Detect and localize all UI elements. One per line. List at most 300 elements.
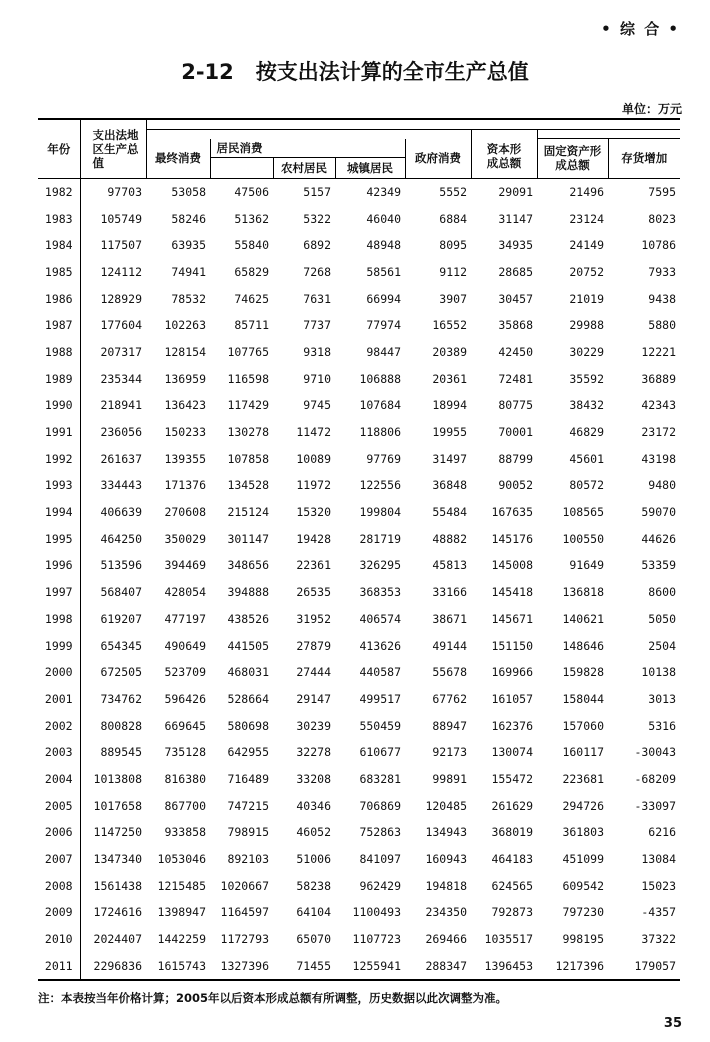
value-cell: 159828 (562, 665, 604, 680)
value-cell: 97769 (366, 451, 401, 466)
value-cell: 145176 (491, 531, 533, 546)
value-cell: 16552 (432, 318, 467, 333)
value-cell: 29091 (498, 184, 533, 199)
value-cell: 797230 (562, 905, 604, 920)
year-cell: 2004 (44, 771, 73, 786)
value-cell: 130278 (227, 425, 269, 440)
value-cell: 36848 (432, 478, 467, 493)
value-cell: 120485 (425, 798, 467, 813)
value-cell: 301147 (227, 531, 269, 546)
value-cell: 610677 (359, 745, 401, 760)
year-cell: 2011 (44, 958, 73, 973)
year-cell: 2001 (44, 691, 73, 706)
value-cell: 34935 (498, 238, 533, 253)
table-row (38, 525, 680, 552)
value-cell: 326295 (359, 558, 401, 573)
year-cell: 2007 (44, 852, 73, 867)
value-cell: 8095 (439, 238, 467, 253)
unit-label: 单位：万元 (621, 102, 682, 116)
value-cell: 71455 (296, 958, 331, 973)
value-cell: 800828 (80, 712, 146, 739)
value-cell: 361803 (562, 825, 604, 840)
header-rural: 农村居民 (273, 157, 335, 178)
table-row (38, 659, 680, 686)
year-cell: 2010 (44, 932, 73, 947)
value-cell: 933858 (164, 825, 206, 840)
page-number: 35 (663, 1016, 682, 1031)
value-cell: 1100493 (352, 905, 401, 920)
value-cell: 194818 (425, 878, 467, 893)
value-cell: 5050 (648, 611, 676, 626)
year-cell: 1991 (44, 425, 73, 440)
value-cell: 15023 (641, 878, 676, 893)
value-cell: 867700 (164, 798, 206, 813)
value-cell: 7268 (303, 264, 331, 279)
value-cell: 128929 (80, 285, 146, 312)
value-cell: 78532 (171, 291, 206, 306)
value-cell: 464250 (80, 525, 146, 552)
value-cell: 5157 (303, 184, 331, 199)
year-cell: 1993 (44, 478, 73, 493)
table-row (38, 686, 680, 713)
value-cell: 58561 (366, 264, 401, 279)
value-cell: 207317 (80, 339, 146, 366)
value-cell: 155472 (491, 771, 533, 786)
table-row (38, 419, 680, 446)
year-cell: 1985 (44, 264, 73, 279)
value-cell: 747215 (227, 798, 269, 813)
value-cell: 66994 (366, 291, 401, 306)
value-cell: 36889 (641, 371, 676, 386)
value-cell: 90052 (498, 478, 533, 493)
value-cell: 269466 (425, 932, 467, 947)
year-cell: 1998 (44, 611, 73, 626)
year-cell: 2000 (44, 665, 73, 680)
value-cell: 48948 (366, 238, 401, 253)
value-cell: 88947 (432, 718, 467, 733)
year-cell: 1994 (44, 505, 73, 520)
value-cell: 108565 (562, 505, 604, 520)
value-cell: 1013808 (80, 766, 146, 793)
value-cell: 107765 (227, 344, 269, 359)
value-cell: 21019 (569, 291, 604, 306)
value-cell: 26535 (296, 585, 331, 600)
value-cell: 46829 (569, 425, 604, 440)
value-cell: 1561438 (80, 872, 146, 899)
value-cell: 1347340 (80, 846, 146, 873)
value-cell: 428054 (164, 585, 206, 600)
value-cell: 70001 (498, 425, 533, 440)
value-cell: 134528 (227, 478, 269, 493)
header-final-consumption: 最终消费 (146, 139, 210, 179)
value-cell: 528664 (227, 691, 269, 706)
value-cell: 6884 (439, 211, 467, 226)
value-cell: 734762 (80, 686, 146, 713)
value-cell: 7737 (303, 318, 331, 333)
value-cell: 2504 (648, 638, 676, 653)
value-cell: 169966 (491, 665, 533, 680)
table-row (38, 739, 680, 766)
value-cell: 35592 (569, 371, 604, 386)
value-cell: 117507 (80, 232, 146, 259)
value-cell: 1172793 (220, 932, 269, 947)
year-cell: 1992 (44, 451, 73, 466)
value-cell: 7933 (648, 264, 676, 279)
value-cell: -68209 (634, 771, 676, 786)
value-cell: 67762 (432, 691, 467, 706)
value-cell: 1255941 (352, 958, 401, 973)
value-cell: 1724616 (80, 899, 146, 926)
value-cell: 136818 (562, 585, 604, 600)
value-cell: 841097 (359, 852, 401, 867)
table-number: 2-12 (181, 60, 234, 84)
value-cell: 348656 (227, 558, 269, 573)
value-cell: 33208 (296, 771, 331, 786)
table-row (38, 632, 680, 659)
value-cell: 1020667 (220, 878, 269, 893)
value-cell: 53359 (641, 558, 676, 573)
value-cell: 889545 (80, 739, 146, 766)
value-cell: 2296836 (80, 952, 146, 980)
table-row (38, 232, 680, 259)
value-cell: 5880 (648, 318, 676, 333)
value-cell: 609542 (562, 878, 604, 893)
value-cell: 5322 (303, 211, 331, 226)
value-cell: 413626 (359, 638, 401, 653)
value-cell: -30043 (634, 745, 676, 760)
footnote: 注：本表按当年价格计算；2005年以后资本形成总额有所调整，历史数据以此次调整为准。 (38, 991, 508, 1005)
value-cell: 145671 (491, 611, 533, 626)
value-cell: 1147250 (80, 819, 146, 846)
table-row (38, 819, 680, 846)
value-cell: 45813 (432, 558, 467, 573)
table-row (38, 952, 680, 980)
value-cell: 2024407 (80, 926, 146, 953)
value-cell: 162376 (491, 718, 533, 733)
value-cell: 107858 (227, 451, 269, 466)
value-cell: 1164597 (220, 905, 269, 920)
value-cell: 145008 (491, 558, 533, 573)
value-cell: 12221 (641, 344, 676, 359)
value-cell: 42343 (641, 398, 676, 413)
value-cell: 122556 (359, 478, 401, 493)
value-cell: 261629 (491, 798, 533, 813)
value-cell: 792873 (491, 905, 533, 920)
value-cell: 136959 (164, 371, 206, 386)
value-cell: 140621 (562, 611, 604, 626)
year-cell: 2006 (44, 825, 73, 840)
value-cell: 160943 (425, 852, 467, 867)
value-cell: 46040 (366, 211, 401, 226)
value-cell: 816380 (164, 771, 206, 786)
value-cell: 80775 (498, 398, 533, 413)
year-cell: 2002 (44, 718, 73, 733)
table-row (38, 712, 680, 739)
value-cell: 468031 (227, 665, 269, 680)
value-cell: 55678 (432, 665, 467, 680)
value-cell: 1442259 (157, 932, 206, 947)
value-cell: 158044 (562, 691, 604, 706)
value-cell: 9745 (303, 398, 331, 413)
value-cell: 91649 (569, 558, 604, 573)
value-cell: 80572 (569, 478, 604, 493)
value-cell: 58238 (296, 878, 331, 893)
value-cell: 49144 (432, 638, 467, 653)
value-cell: 148646 (562, 638, 604, 653)
value-cell: 9480 (648, 478, 676, 493)
value-cell: 624565 (491, 878, 533, 893)
value-cell: 1035517 (484, 932, 533, 947)
value-cell: 513596 (80, 552, 146, 579)
value-cell: 64104 (296, 905, 331, 920)
value-cell: 235344 (80, 365, 146, 392)
value-cell: 30457 (498, 291, 533, 306)
year-cell: 1996 (44, 558, 73, 573)
table-row (38, 899, 680, 926)
table-row (38, 472, 680, 499)
value-cell: 13084 (641, 852, 676, 867)
value-cell: 98447 (366, 344, 401, 359)
value-cell: 8023 (648, 211, 676, 226)
value-cell: 44626 (641, 531, 676, 546)
value-cell: 48882 (432, 531, 467, 546)
value-cell: 42349 (366, 184, 401, 199)
value-cell: 9112 (439, 264, 467, 279)
value-cell: 128154 (164, 344, 206, 359)
value-cell: 9710 (303, 371, 331, 386)
table-row (38, 846, 680, 873)
value-cell: 350029 (164, 531, 206, 546)
value-cell: 30229 (569, 344, 604, 359)
value-cell: 99891 (432, 771, 467, 786)
value-cell: 798915 (227, 825, 269, 840)
value-cell: -33097 (634, 798, 676, 813)
value-cell: 23124 (569, 211, 604, 226)
value-cell: 199804 (359, 505, 401, 520)
value-cell: 1398947 (157, 905, 206, 920)
value-cell: 27444 (296, 665, 331, 680)
value-cell: 669645 (164, 718, 206, 733)
value-cell: 45601 (569, 451, 604, 466)
value-cell: 29147 (296, 691, 331, 706)
value-cell: 441505 (227, 638, 269, 653)
value-cell: 962429 (359, 878, 401, 893)
table-row (38, 392, 680, 419)
value-cell: 236056 (80, 419, 146, 446)
value-cell: 1107723 (352, 932, 401, 947)
value-cell: 568407 (80, 579, 146, 606)
value-cell: 177604 (80, 312, 146, 339)
value-cell: 523709 (164, 665, 206, 680)
value-cell: 19428 (296, 531, 331, 546)
value-cell: 40346 (296, 798, 331, 813)
table-row (38, 339, 680, 366)
value-cell: 10089 (296, 451, 331, 466)
value-cell: 15320 (296, 505, 331, 520)
value-cell: 1327396 (220, 958, 269, 973)
value-cell: 43198 (641, 451, 676, 466)
year-cell: 1995 (44, 531, 73, 546)
year-cell: 1983 (44, 211, 73, 226)
value-cell: 105749 (80, 205, 146, 232)
table-row (38, 285, 680, 312)
section-label: • 综 合 • (601, 20, 680, 38)
year-cell: 1984 (44, 238, 73, 253)
value-cell: 464183 (491, 852, 533, 867)
value-cell: 38432 (569, 398, 604, 413)
value-cell: 368019 (491, 825, 533, 840)
value-cell: 118806 (359, 425, 401, 440)
value-cell: 735128 (164, 745, 206, 760)
value-cell: 706869 (359, 798, 401, 813)
value-cell: 270608 (164, 505, 206, 520)
value-cell: 234350 (425, 905, 467, 920)
year-cell: 1989 (44, 371, 73, 386)
value-cell: 28685 (498, 264, 533, 279)
value-cell: 672505 (80, 659, 146, 686)
value-cell: 167635 (491, 505, 533, 520)
value-cell: 92173 (432, 745, 467, 760)
value-cell: 394888 (227, 585, 269, 600)
header-inventory: 存货增加 (608, 139, 680, 179)
value-cell: 161057 (491, 691, 533, 706)
header-government: 政府消费 (405, 139, 471, 179)
year-cell: 1986 (44, 291, 73, 306)
value-cell: 752863 (359, 825, 401, 840)
value-cell: 77974 (366, 318, 401, 333)
year-cell: 2009 (44, 905, 73, 920)
value-cell: 35868 (498, 318, 533, 333)
value-cell: 368353 (359, 585, 401, 600)
value-cell: 97703 (80, 178, 146, 205)
table-row (38, 579, 680, 606)
year-cell: 1999 (44, 638, 73, 653)
table-row (38, 365, 680, 392)
value-cell: 215124 (227, 505, 269, 520)
value-cell: 998195 (562, 932, 604, 947)
year-cell: 2008 (44, 878, 73, 893)
header-gdp: 支出法地区生产总值 (80, 119, 146, 178)
value-cell: 3013 (648, 691, 676, 706)
header-year: 年份 (47, 141, 71, 156)
value-cell: 406574 (359, 611, 401, 626)
value-cell: 32278 (296, 745, 331, 760)
value-cell: 451099 (562, 852, 604, 867)
value-cell: 74625 (234, 291, 269, 306)
value-cell: 51006 (296, 852, 331, 867)
value-cell: 55484 (432, 505, 467, 520)
value-cell: 892103 (227, 852, 269, 867)
value-cell: 5552 (439, 184, 467, 199)
table-row (38, 178, 680, 205)
value-cell: 550459 (359, 718, 401, 733)
value-cell: 37322 (641, 932, 676, 947)
page-title (0, 56, 710, 86)
year-cell: 1987 (44, 318, 73, 333)
value-cell: 59070 (641, 505, 676, 520)
value-cell: 134943 (425, 825, 467, 840)
value-cell: 31147 (498, 211, 533, 226)
table-row (38, 445, 680, 472)
value-cell: 65829 (234, 264, 269, 279)
value-cell: 27879 (296, 638, 331, 653)
value-cell: 3907 (439, 291, 467, 306)
value-cell: 31497 (432, 451, 467, 466)
value-cell: 1217396 (555, 958, 604, 973)
value-cell: 406639 (80, 499, 146, 526)
table-body (38, 178, 680, 980)
value-cell: 619207 (80, 606, 146, 633)
value-cell: 20752 (569, 264, 604, 279)
header-capital-formation: 资本形成总额 (471, 130, 537, 179)
value-cell: 1396453 (484, 958, 533, 973)
value-cell: 160117 (562, 745, 604, 760)
year-cell: 1988 (44, 344, 73, 359)
value-cell: 42450 (498, 344, 533, 359)
value-cell: 7595 (648, 184, 676, 199)
table-row (38, 872, 680, 899)
value-cell: 47506 (234, 184, 269, 199)
table-row (38, 792, 680, 819)
value-cell: 116598 (227, 371, 269, 386)
value-cell: 10786 (641, 238, 676, 253)
value-cell: 107684 (359, 398, 401, 413)
value-cell: 394469 (164, 558, 206, 573)
value-cell: 58246 (171, 211, 206, 226)
value-cell: 9438 (648, 291, 676, 306)
table-row (38, 606, 680, 633)
value-cell: 30239 (296, 718, 331, 733)
value-cell: 580698 (227, 718, 269, 733)
table-row (38, 312, 680, 339)
value-cell: 5316 (648, 718, 676, 733)
table-title: 按支出法计算的全市生产总值 (255, 60, 529, 84)
value-cell: -4357 (641, 905, 676, 920)
value-cell: 85711 (234, 318, 269, 333)
value-cell: 642955 (227, 745, 269, 760)
header-fixed-capital: 固定资产形成总额 (537, 139, 608, 179)
value-cell: 102263 (164, 318, 206, 333)
value-cell: 72481 (498, 371, 533, 386)
value-cell: 150233 (164, 425, 206, 440)
value-cell: 7631 (303, 291, 331, 306)
value-cell: 294726 (562, 798, 604, 813)
value-cell: 654345 (80, 632, 146, 659)
value-cell: 18994 (432, 398, 467, 413)
value-cell: 6892 (303, 238, 331, 253)
year-cell: 2003 (44, 745, 73, 760)
value-cell: 31952 (296, 611, 331, 626)
value-cell: 88799 (498, 451, 533, 466)
value-cell: 24149 (569, 238, 604, 253)
gdp-expenditure-table (38, 118, 680, 981)
value-cell: 438526 (227, 611, 269, 626)
value-cell: 179057 (634, 958, 676, 973)
value-cell: 334443 (80, 472, 146, 499)
value-cell: 1215485 (157, 878, 206, 893)
value-cell: 11472 (296, 425, 331, 440)
table-row (38, 926, 680, 953)
value-cell: 38671 (432, 611, 467, 626)
value-cell: 596426 (164, 691, 206, 706)
value-cell: 139355 (164, 451, 206, 466)
value-cell: 440587 (359, 665, 401, 680)
value-cell: 136423 (164, 398, 206, 413)
value-cell: 151150 (491, 638, 533, 653)
value-cell: 100550 (562, 531, 604, 546)
value-cell: 23172 (641, 425, 676, 440)
value-cell: 490649 (164, 638, 206, 653)
